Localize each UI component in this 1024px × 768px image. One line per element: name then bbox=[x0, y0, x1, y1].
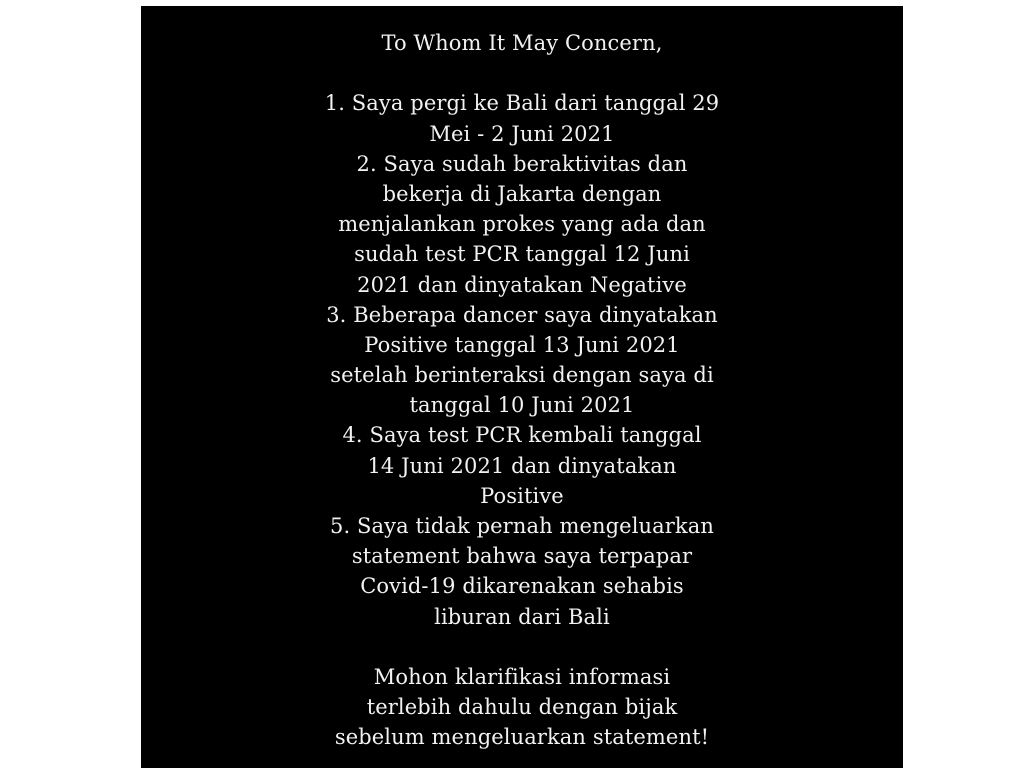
point-2-line-4: sudah test PCR tanggal 12 Juni bbox=[354, 242, 690, 267]
point-3-line-2: Positive tanggal 13 Juni 2021 bbox=[364, 332, 680, 357]
greeting: To Whom It May Concern, bbox=[381, 31, 663, 55]
point-3-line-3: setelah berinteraksi dengan saya di bbox=[330, 363, 714, 388]
point-4-line-3: Positive bbox=[480, 483, 564, 508]
point-3-line-4: tanggal 10 Juni 2021 bbox=[409, 393, 635, 418]
statement-panel bbox=[141, 6, 903, 768]
point-1-line-2: Mei - 2 Juni 2021 bbox=[429, 121, 615, 146]
closing-line-2: terlebih dahulu dengan bijak bbox=[366, 695, 678, 720]
point-2-line-2: bekerja di Jakarta dengan bbox=[382, 181, 662, 206]
closing-line-1: Mohon klarifikasi informasi bbox=[373, 664, 671, 689]
point-5-line-2: statement bahwa saya terpapar bbox=[351, 544, 693, 569]
closing-line-3: sebelum mengeluarkan statement! bbox=[334, 725, 710, 750]
point-5-line-1: 5. Saya tidak pernah mengeluarkan bbox=[330, 514, 714, 538]
point-4-line-1: 4. Saya test PCR kembali tanggal bbox=[342, 423, 702, 448]
point-1-line-1: 1. Saya pergi ke Bali dari tanggal 29 bbox=[324, 91, 720, 116]
statement-text bbox=[141, 28, 903, 753]
blank-line bbox=[141, 58, 903, 88]
point-2-line-1: 2. Saya sudah beraktivitas dan bbox=[356, 151, 688, 176]
blank-line bbox=[141, 632, 903, 662]
point-2-line-3: menjalankan prokes yang ada dan bbox=[338, 212, 706, 237]
point-3-line-1: 3. Beberapa dancer saya dinyatakan bbox=[326, 302, 718, 327]
point-5-line-3: Covid-19 dikarenakan sehabis bbox=[360, 574, 684, 599]
point-2-line-5: 2021 dan dinyatakan Negative bbox=[357, 272, 687, 297]
point-4-line-2: 14 Juni 2021 dan dinyatakan bbox=[367, 453, 677, 478]
point-5-line-4: liburan dari Bali bbox=[434, 604, 610, 629]
